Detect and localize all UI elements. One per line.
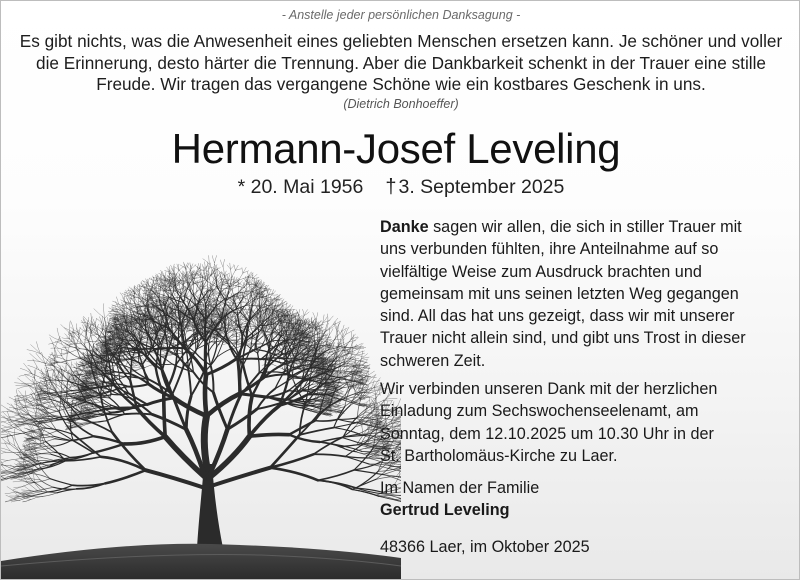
quote-line: die Erinnerung, desto härter die Trennung. Aber die Dankbarkeit schenkt in der Trauer eine stille	[36, 52, 766, 73]
thanks-line: vielfältige Weise zum Ausdruck brachten und	[380, 262, 702, 281]
thanks-line: uns verbunden fühlten, ihre Anteilnahme auf so	[380, 240, 719, 259]
place-date-text: 48366 Laer, im Oktober 2025	[380, 538, 590, 556]
cross-symbol: †	[385, 176, 397, 198]
quote-author: (Dietrich Bonhoeffer)	[343, 97, 459, 111]
thanks-line: Trauer nicht allein sind, und gibt uns Trost in dieser	[380, 329, 746, 348]
death-date: 3. September 2025	[398, 176, 565, 198]
signature-block	[380, 477, 539, 522]
thanks-lead-word: Danke	[380, 218, 429, 236]
quote-line: Freude. Wir tragen das vergangene Schöne wie ein kostbares Geschenk in uns.	[96, 74, 706, 94]
birth-date: * 20. Mai 1956	[237, 176, 364, 198]
life-dates	[1, 176, 800, 199]
tree-illustration	[1, 216, 401, 580]
thanks-line: sind. All das hat uns gezeigt, dass wir mit unserer	[380, 307, 735, 326]
tagline: - Anstelle jeder persönlichen Danksagung -	[281, 8, 521, 22]
thanks-line: sagen wir allen, die sich in stiller Trauer mit	[428, 218, 742, 236]
bonhoeffer-quote	[11, 31, 791, 96]
place-date	[380, 536, 590, 558]
quote-line: Es gibt nichts, was die Anwesenheit eines geliebten Menschen ersetzen kann. Je schöner und voller	[19, 31, 783, 51]
on-behalf-text: Im Namen der Familie	[380, 479, 540, 497]
thanks-paragraph	[380, 216, 746, 372]
thanks-line: schweren Zeit.	[380, 351, 486, 370]
invitation-line: Einladung zum Sechswochenseelenamt, am	[380, 402, 699, 421]
invitation-line: St. Bartholomäus-Kirche zu Laer.	[380, 446, 618, 465]
invitation-line: Wir verbinden unseren Dank mit der herzlichen	[380, 380, 718, 398]
invitation-paragraph	[380, 378, 717, 467]
signer-name: Gertrud Leveling	[380, 501, 510, 520]
invitation-line: Sonntag, dem 12.10.2025 um 10.30 Uhr in der	[380, 424, 714, 443]
thanks-line: gemeinsam mit uns seinen letzten Weg gegangen	[380, 284, 739, 303]
deceased-name: Hermann-Josef Leveling	[171, 125, 621, 172]
